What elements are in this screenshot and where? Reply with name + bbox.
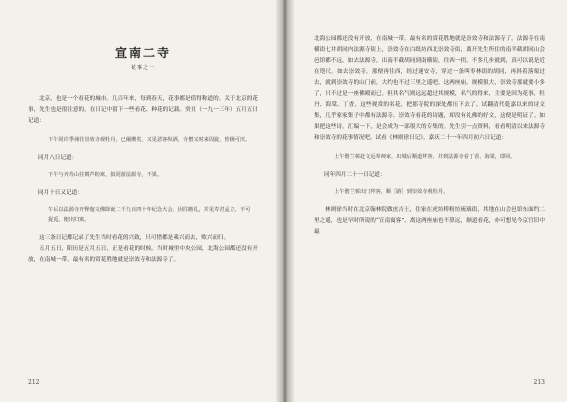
diary-quote-lin-1: 上午偕兰邨赴文远奉师家，出城后顺道拜客，并到法源寺看丁香、海棠，即回。 [334, 154, 516, 160]
right-page [294, 0, 567, 402]
intro-paragraph: 北京，也是一个看花的城市。几百年来，每到春天，花事都是值得称道的。关于北京的花事，先生也是很注意的，在日记中留下一些看花、种花的记载。癸丑（一九一三年）五月五日记道： [28, 96, 258, 124]
chapter-title: 宣南二寺 [114, 46, 171, 60]
diary-quote-3: 午后以法源寺开释迦文佛降诞二千九百四十年纪念大会，因往瞻礼，并见寿君孟立，不可捉觅，便出归寓。 [48, 207, 251, 223]
diary-date-3: 同月十日又记道： [38, 190, 83, 196]
diary-quote-lin-2: 上午偕兰邨出门拜客，顺［路］到崇效寺观牡丹。 [334, 189, 449, 195]
diary-quote-1: 下午同许季茀往崇效寺观牡丹，已阑珊矣，又见恶客纵酒，寺僧又时来周旋，皆极可厌。 [48, 137, 251, 143]
diary-quote-2: 下午与齐寿山往徵芦粉寓，拟同游法源寺，不果。 [48, 172, 163, 178]
left-page [0, 0, 276, 402]
book-gutter [276, 0, 294, 402]
page-number-left: 212 [28, 379, 40, 386]
diary-date-lin-2: 同年四月二十一日记道： [324, 172, 386, 178]
lin-zexu-paragraph: 林则徐当时在北京翰林院做庶吉士，住家在虎坊桥粉坊琉璃街，其地在山会邑馆东面约二里之遥，也是早时所说的“宣南寓客”，离这两座庙也不算远，顺道看花，亦可想见今京官旧中最 [314, 207, 545, 235]
continued-paragraph: 北海公园都还没有开放，在南城一带，最有名的赏花胜地就是崇效寺和法源寺了。法源寺在南横街七井胡同内法源寺街上，崇效寺在白纸坊西北崇效寺街，离开先生所住的南半截胡同山会邑馆都不远。如去法源寺，出南半截胡同到南横街，往西一拐，不多几步就到，真可以说是近在咫尺。如去崇效寺，那便再往西，经过迷安寺，穿过一条叫枣林街的胡同，再斜着落栗过去，就到崇效寺的山门前，大约也不过三里之遥吧。这两座庙，规模很大，崇效寺那就要小多了，只不过是一座佛殿而已。但其名气则远远超过其规模，名气的得来，主要是因为花事，牡丹、海棠、丁香，这些观赏的名花，把那寺院的深处都压下去了。试翻清代乾嘉以来的诗文集，几乎家家集子中都有法源寺、崇效寺看花的诗题，却没有礼佛的好文，这便是明证了。如果把这些诗，汇编一下，是会成为一部很大的专集的。先生引一点资料，看看明清以来法源寺和崇效寺的花事情况吧。试看《林则徐日记》，嘉庆二十一年四月初六日记道： [314, 36, 545, 141]
diary-date-2: 同月八日记道： [38, 155, 78, 161]
closing-paragraph: 五月五日，阳历是五月五日，正是看花的时候。当时城里中央公园，北海公园都还没有开放，在南城一带，最有名的赏花胜地就是崇效寺和法源寺了。 [28, 246, 258, 263]
chapter-subtitle: 花事之一 [130, 65, 155, 71]
page-number-right: 213 [533, 379, 545, 386]
commentary-paragraph: 这三条日记都记录了先生当时看花的兴致，只可惜都是乘兴而去，败兴而归。 [39, 235, 230, 241]
